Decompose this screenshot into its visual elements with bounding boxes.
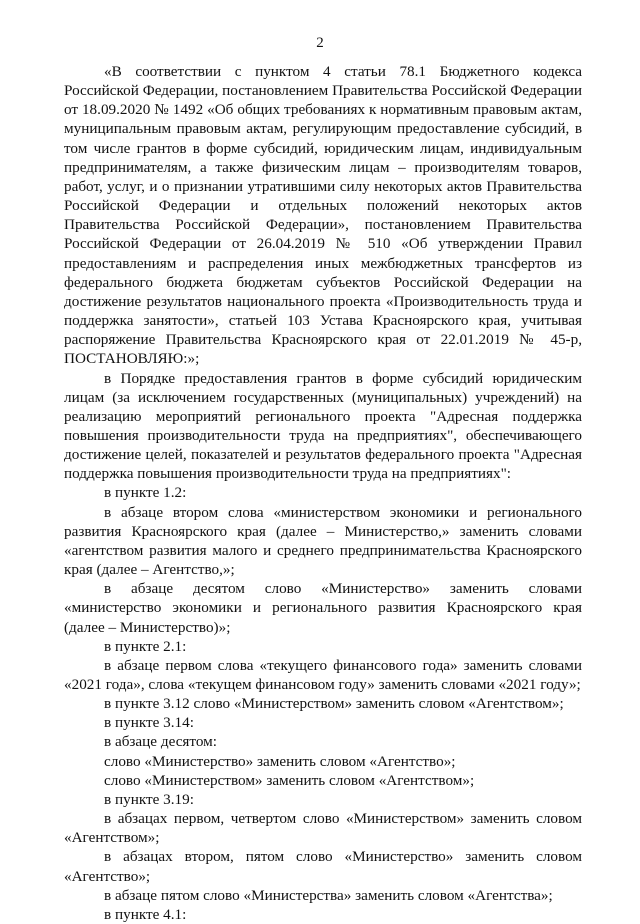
paragraph-replace-ministry-instrumental: слово «Министерством» заменить словом «Агентством»; bbox=[104, 771, 475, 789]
paragraph-clause-2-1: в пункте 2.1: bbox=[104, 637, 187, 655]
page-number: 2 bbox=[316, 35, 324, 51]
paragraph-clause-3-19-second-fifth: в абзацах втором, пятом слово «Министерство» заменить словом «Агентство»; bbox=[64, 848, 582, 885]
paragraph-clause-1-2-second: в абзаце втором слова «министерством экономики и регионального развития Красноярского края (далее – Министерство,» заменить словами «агентством развития малого и среднего предпринимательства Красноярского края (далее – Агентство,»; bbox=[64, 503, 582, 579]
paragraph-clause-3-19-fifth: в абзаце пятом слово «Министерства» заменить словом «Агентства»; bbox=[104, 886, 553, 904]
paragraph-clause-2-1-first: в абзаце первом слова «текущего финансового года» заменить словами «2021 года», слова «текущем финансовом году» заменить словами «2021 году»; bbox=[64, 656, 582, 693]
document-body bbox=[64, 62, 582, 924]
paragraph-clause-3-19-first-fourth: в абзацах первом, четвертом слово «Министерством» заменить словом «Агентством»; bbox=[64, 810, 582, 847]
paragraph-clause-1-2: в пункте 1.2: bbox=[104, 484, 187, 502]
paragraph-clause-3-14: в пункте 3.14: bbox=[104, 714, 194, 732]
paragraph-procedure-title: в Порядке предоставления грантов в форме субсидий юридическим лицам (за исключением государственных (муниципальных) учреждений) на реализацию мероприятий регионального проекта "Адресная поддержка повышения производительности труда на предприятиях", обеспечивающего достижение целей, показателей и результатов федерального проекта "Адресная поддержка повышения производительности труда на предприятиях": bbox=[64, 369, 582, 483]
paragraph-replace-ministry: слово «Министерство» заменить словом «Агентство»; bbox=[104, 752, 456, 770]
paragraph-clause-1-2-tenth: в абзаце десятом слово «Министерство» заменить словами «министерство экономики и регионального развития Красноярского края (далее – Министерство)»; bbox=[64, 580, 582, 636]
paragraph-legal-basis: «В соответствии с пунктом 4 статьи 78.1 Бюджетного кодекса Российской Федерации, постановлением Правительства Российской Федерации от 18.09.2020 № 1492 «Об общих требованиях к нормативным правовым актам, муниципальным правовым актам, регулирующим предоставление субсидий, в том числе грантов в форме субсидий, юридическим лицам, индивидуальным предпринимателям, а также физическим лицам – производителям товаров, работ, услуг, и о признании утратившими силу некоторых актов Правительства Российской Федерации и отдельных положений некоторых актов Правительства Российской Федерации», постановлением Правительства Российской Федерации от 26.04.2019 № 510 «Об утверждении Правил предоставлениям и распределения иных межбюджетных трансфертов из федерального бюджета бюджетам субъектов Российской Федерации на достижение результатов национального проекта «Производительность труда и поддержка занятости», статьей 103 Устава Красноярского края, учитывая распоряжение Правительства Красноярского края от 22.01.2019 № 45-р, ПОСТАНОВЛЯЮ:»; bbox=[64, 63, 582, 368]
paragraph-clause-3-14-tenth: в абзаце десятом: bbox=[104, 733, 217, 751]
paragraph-clause-4-1: в пункте 4.1: bbox=[104, 905, 187, 923]
paragraph-clause-3-12: в пункте 3.12 слово «Министерством» заменить словом «Агентством»; bbox=[104, 695, 564, 713]
paragraph-clause-3-19: в пункте 3.19: bbox=[104, 790, 194, 808]
